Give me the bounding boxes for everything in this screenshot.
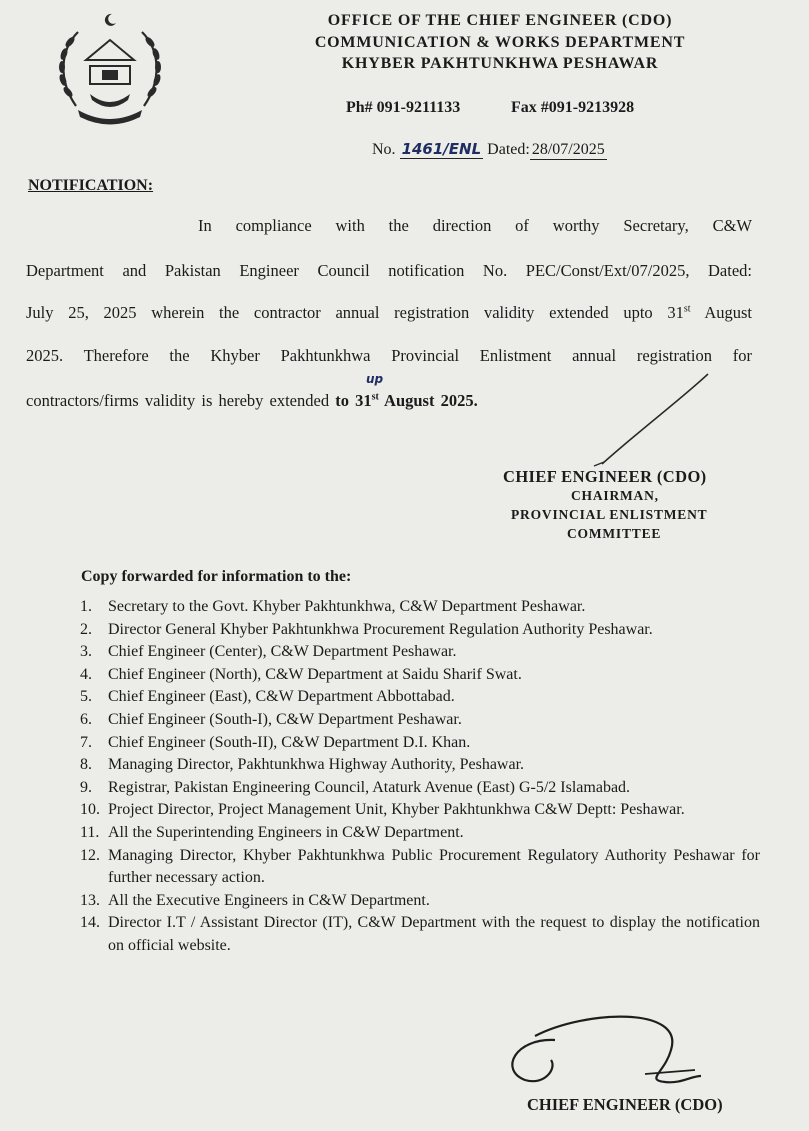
list-item [80, 822, 760, 845]
notification-line-4: 2025. Therefore the Khyber Pakhtunkhwa Provincial Enlistment annual registration for [26, 346, 752, 365]
notification-line-3-end: August [690, 303, 753, 322]
reference-no-value: 1461/ENL [401, 140, 482, 158]
list-item-text: Director I.T / Assistant Director (IT), C&W Department with the request to display the notification on official website. [108, 914, 760, 954]
list-item [80, 732, 760, 755]
list-item [80, 709, 760, 732]
signatory-title: CHIEF ENGINEER (CDO) [503, 467, 707, 486]
list-item [80, 777, 760, 800]
kpk-emblem-logo [50, 10, 170, 130]
list-item-number: 5. [80, 688, 92, 706]
list-item-text: All the Executive Engineers in C&W Department. [108, 891, 430, 909]
extended-date-prefix: to 31 [335, 391, 372, 410]
list-item [80, 619, 760, 642]
list-item-number: 11. [80, 823, 100, 841]
list-item [80, 912, 760, 957]
dated-label: Dated: [487, 141, 530, 158]
list-item-number: 4. [80, 665, 92, 683]
list-item-number: 8. [80, 756, 92, 774]
signature-mark [495, 1010, 705, 1090]
list-item-text: Managing Director, Pakhtunkhwa Highway Authority, Peshawar. [108, 756, 525, 774]
signatory-committee-name: PROVINCIAL ENLISTMENT [511, 507, 708, 522]
list-item-text: Project Director, Project Management Unit, Khyber Pakhtunkhwa C&W Deptt: Peshawar. [108, 801, 685, 819]
dated-value: 28/07/2025 [531, 141, 605, 158]
list-item [80, 641, 760, 664]
list-item-text: Chief Engineer (South-I), C&W Department Peshawar. [108, 710, 462, 728]
list-item [80, 845, 760, 890]
list-item-text: Chief Engineer (Center), C&W Department Peshawar. [108, 643, 457, 661]
list-item-text: Managing Director, Khyber Pakhtunkhwa Public Procurement Regulatory Authority Peshawar for further necessary action. [108, 846, 760, 887]
office-title: OFFICE OF THE CHIEF ENGINEER (CDO) [327, 12, 673, 29]
fax-number: Fax #091-9213928 [511, 99, 635, 116]
list-item-text: Chief Engineer (North), C&W Department at Saidu Sharif Swat. [108, 665, 522, 683]
signatory-committee: COMMITTEE [567, 526, 662, 541]
list-item-number: 6. [80, 710, 92, 728]
list-item-text: Secretary to the Govt. Khyber Pakhtunkhwa, C&W Department Peshawar. [108, 598, 586, 615]
list-item [80, 686, 760, 709]
superscript: st [371, 391, 379, 403]
list-item-number: 14. [80, 914, 100, 932]
superscript: st [683, 303, 691, 315]
phone-number: Ph# 091-9211133 [346, 99, 461, 116]
notification-line-1: In compliance with the direction of worthy Secretary, C&W [198, 216, 752, 235]
list-item [80, 754, 760, 777]
location-title: KHYBER PAKHTUNKHWA PESHAWAR [341, 55, 659, 72]
list-item-number: 2. [80, 620, 92, 638]
footer-signature-title: CHIEF ENGINEER (CDO) [527, 1095, 723, 1114]
notification-line-2: Department and Pakistan Engineer Council notification No. PEC/Const/Ext/07/2025, Dated: [26, 261, 752, 280]
signatory-chairman: CHAIRMAN, [571, 488, 659, 503]
copy-list [80, 596, 760, 958]
list-item [80, 596, 760, 619]
list-item [80, 664, 760, 687]
handwritten-insert: up [366, 372, 384, 386]
list-item-text: Director General Khyber Pakhtunkhwa Procurement Regulation Authority Peshawar. [108, 620, 653, 638]
notification-line-3-text: July 25, 2025 wherein the contractor annual registration validity extended upto 31 [26, 303, 684, 322]
signature-mark [590, 370, 720, 470]
list-item-number: 12. [80, 846, 100, 864]
list-item-text: Chief Engineer (South-II), C&W Department D.I. Khan. [108, 733, 471, 751]
notification-line-5 [26, 391, 478, 411]
list-item-text: Chief Engineer (East), C&W Department Abbottabad. [108, 688, 455, 706]
list-item-text: All the Superintending Engineers in C&W Department. [108, 823, 464, 841]
list-item-number: 9. [80, 778, 92, 796]
notification-title: NOTIFICATION: [28, 177, 154, 194]
copy-forwarded-title: Copy forwarded for information to the: [81, 568, 352, 585]
reference-line [372, 140, 607, 160]
list-item-number: 10. [80, 801, 100, 819]
notification-line-3 [26, 303, 752, 323]
extended-date: August 2025. [378, 391, 478, 410]
list-item-number: 7. [80, 733, 92, 751]
list-item-number: 1. [80, 598, 92, 615]
department-title: COMMUNICATION & WORKS DEPARTMENT [314, 34, 686, 51]
list-item [80, 890, 760, 913]
notification-line-5-text: contractors/firms validity is hereby extended [26, 391, 336, 410]
list-item-text: Registrar, Pakistan Engineering Council, Ataturk Avenue (East) G-5/2 Islamabad. [108, 778, 631, 796]
list-item-number: 13. [80, 891, 100, 909]
reference-no-label: No. [372, 141, 396, 158]
list-item-number: 3. [80, 643, 92, 661]
list-item [80, 799, 760, 822]
